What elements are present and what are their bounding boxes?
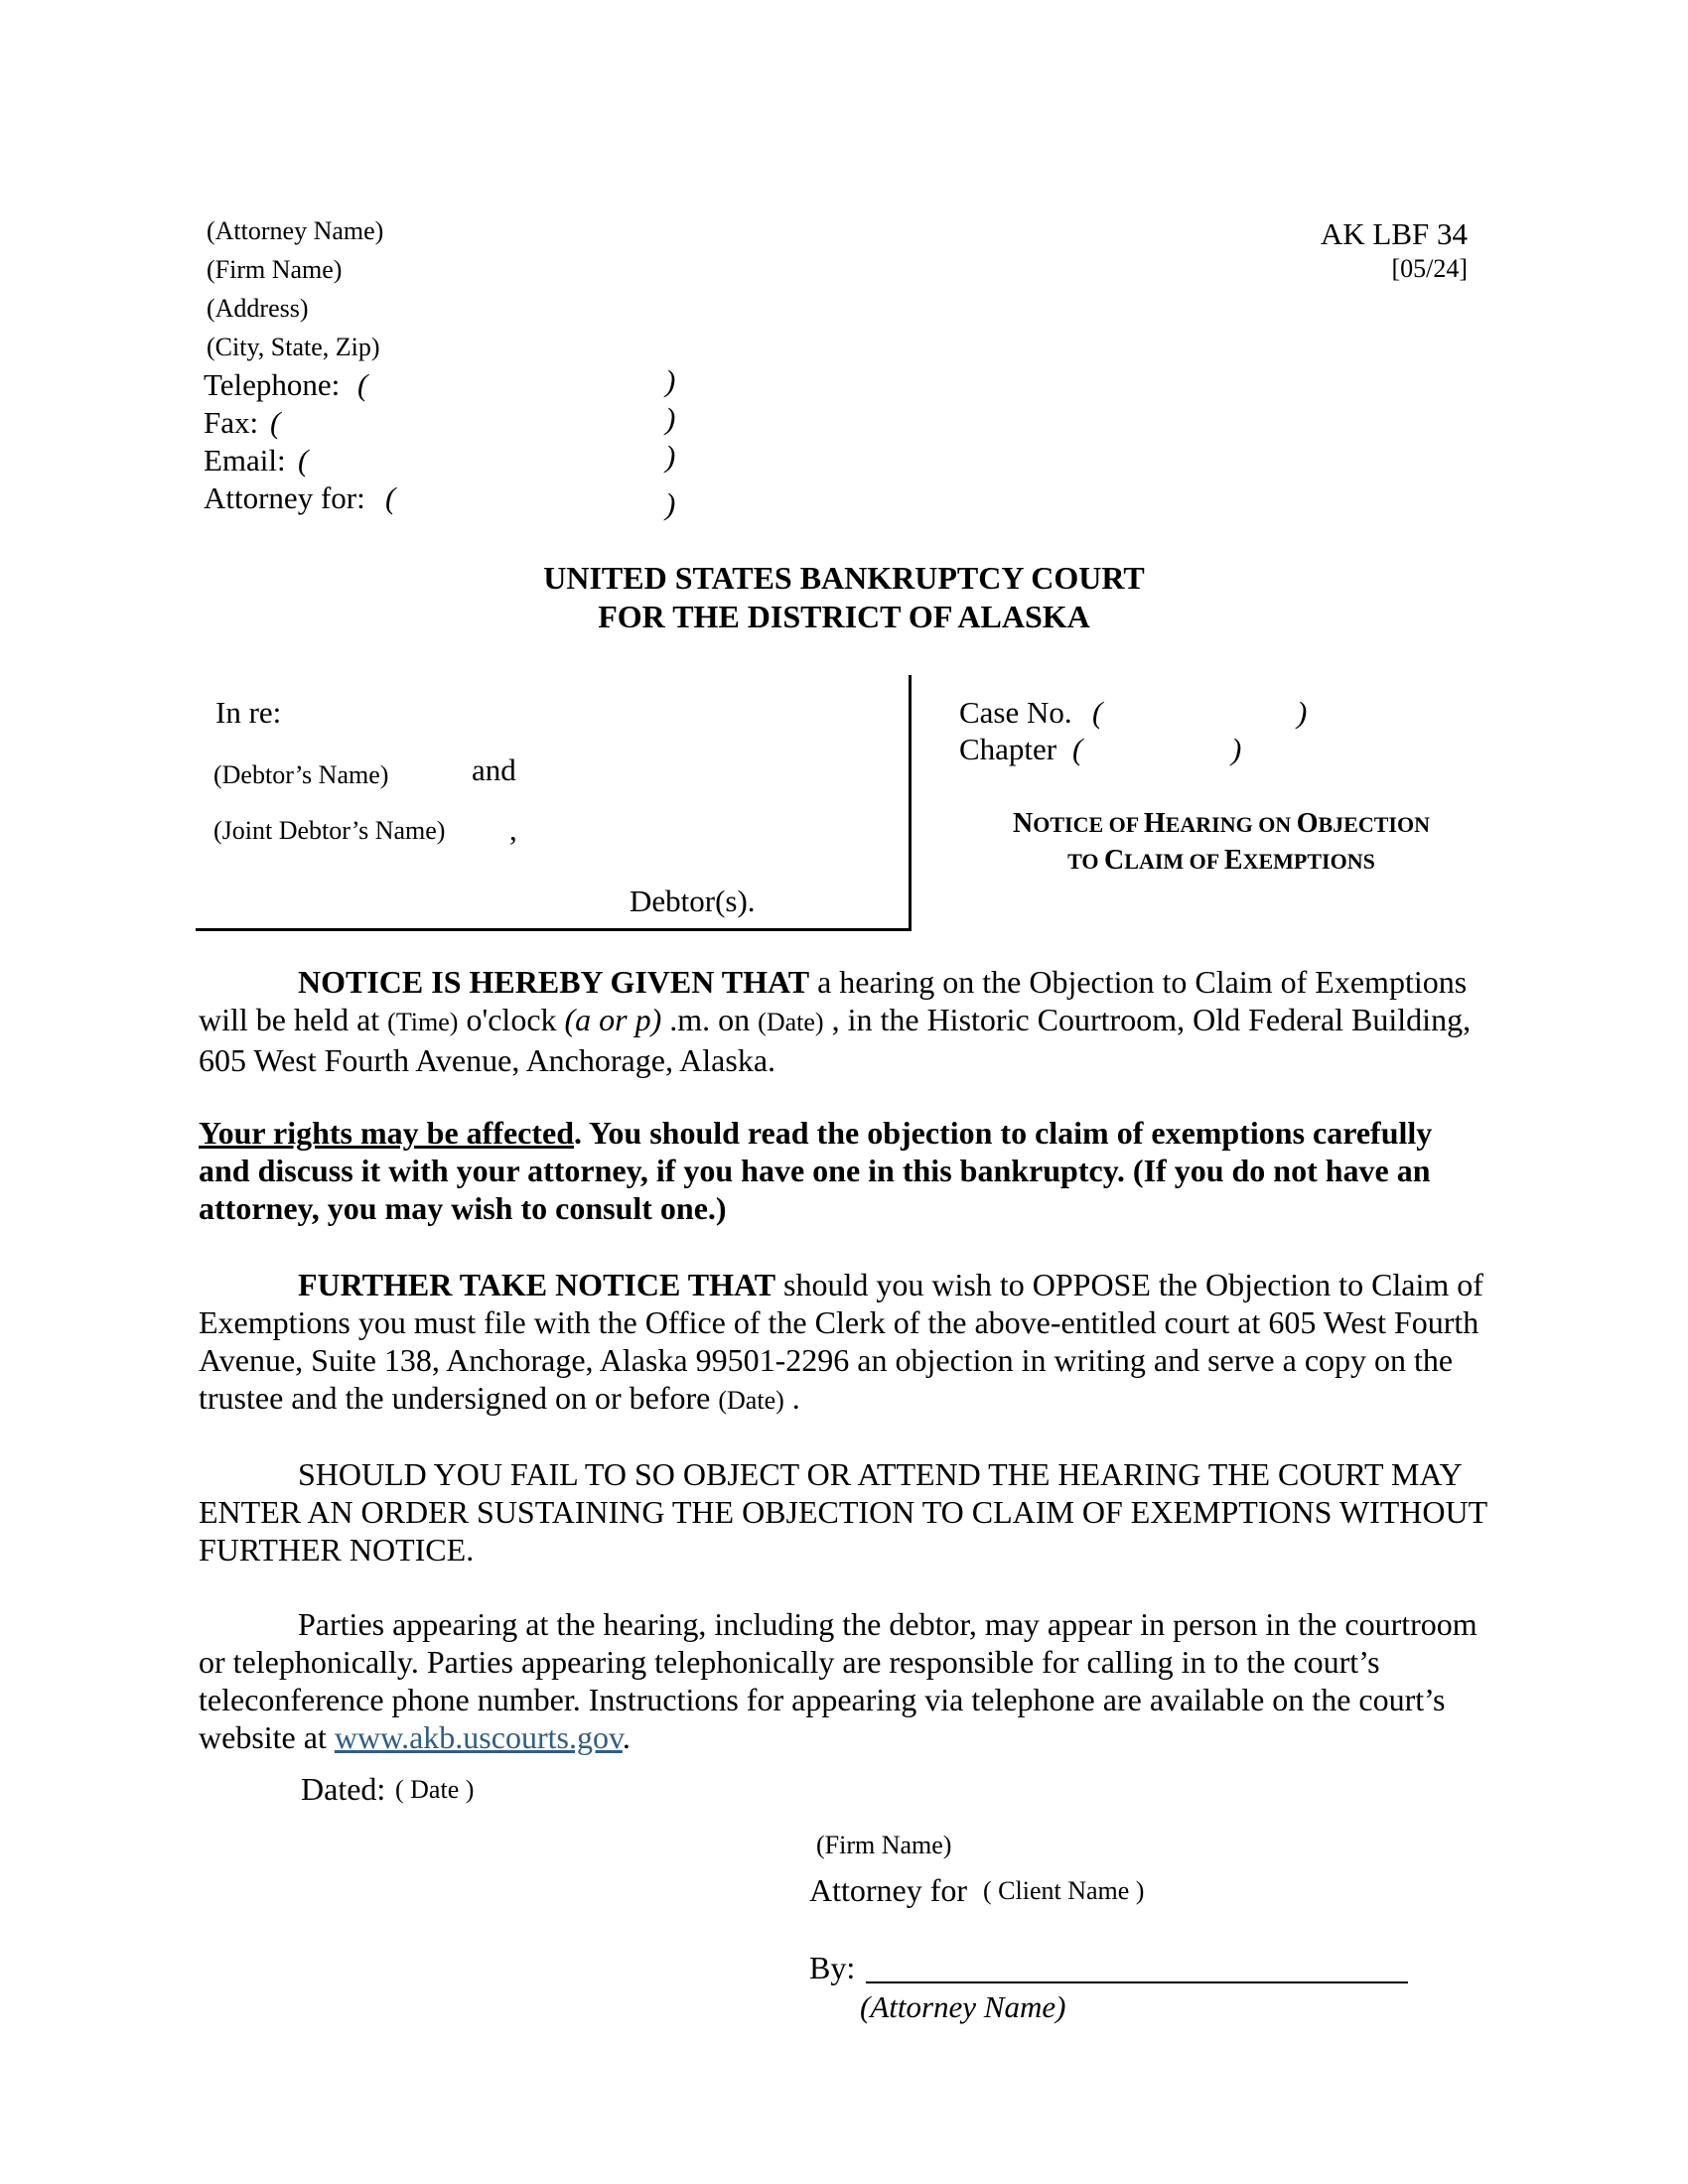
dated-date-field: ( Date ) bbox=[395, 1775, 475, 1804]
opposition-paragraph: FURTHER TAKE NOTICE THAT should you wish to OPPOSE the Objection to Claim of Exemptions you must file with the Office of the Clerk of the above-entitled court at 605 West Fourth Avenue, Suite 138, Anchorage, Alaska 99501-2296 an objection in writing and serve a copy on the trustee and the undersigned on or before (Date) . bbox=[199, 1267, 1483, 1416]
court-name-line1: UNITED STATES BANKRUPTCY COURT bbox=[543, 560, 1145, 596]
caption-vertical-rule bbox=[909, 675, 912, 931]
city-state-zip-placeholder: (City, State, Zip) bbox=[207, 333, 380, 361]
court-website-link[interactable]: www.akb.uscourts.gov bbox=[334, 1719, 623, 1755]
hearing-date-field: (Date) bbox=[758, 1008, 824, 1036]
email-open-paren: ( bbox=[298, 443, 309, 478]
form-code: AK LBF 34 bbox=[1320, 216, 1468, 251]
ampm-field: (a or p) bbox=[564, 1002, 662, 1037]
telephone-close-paren: ) bbox=[665, 363, 676, 398]
failure-to-object-paragraph: SHOULD YOU FAIL TO SO OBJECT OR ATTEND THE HEARING THE COURT MAY ENTER AN ORDER SUSTAINING THE OBJECTION TO CLAIM OF EXEMPTIONS WITHOUT FURTHER NOTICE. bbox=[199, 1456, 1487, 1568]
signature-line[interactable] bbox=[866, 1981, 1408, 1983]
notice-title-line1: NOTICE OF HEARING ON OBJECTION bbox=[1013, 808, 1430, 839]
attorney-name-placeholder: (Attorney Name) bbox=[207, 216, 384, 245]
email-close-paren: ) bbox=[665, 439, 676, 474]
and-label: and bbox=[472, 752, 516, 787]
chapter-close-paren: ) bbox=[1231, 732, 1242, 766]
telephonic-appearance-paragraph: Parties appearing at the hearing, including the debtor, may appear in person in the courtroom or telephonically. Parties appearing telephonically are responsible for calling in to the court’s teleconference phone number. Instructions for appearing via telephone are available on the court’s website at www.akb.uscourts.gov. bbox=[199, 1606, 1477, 1755]
telephone-open-paren: ( bbox=[357, 367, 368, 402]
joint-debtor-name-placeholder: (Joint Debtor’s Name) bbox=[213, 816, 446, 845]
chapter-label: Chapter bbox=[959, 732, 1057, 766]
by-label: By: bbox=[809, 1950, 856, 1985]
time-field: (Time) bbox=[387, 1008, 459, 1036]
joint-debtor-comma: , bbox=[509, 812, 517, 847]
court-name-line2: FOR THE DISTRICT OF ALASKA bbox=[598, 599, 1090, 634]
email-label: Email: bbox=[204, 443, 286, 478]
fax-close-paren: ) bbox=[665, 401, 676, 436]
attorney-for-open-paren: ( bbox=[385, 480, 396, 515]
case-no-open-paren: ( bbox=[1092, 695, 1103, 730]
case-no-close-paren: ) bbox=[1297, 695, 1308, 730]
caption-bottom-rule bbox=[196, 928, 912, 931]
address-placeholder: (Address) bbox=[207, 294, 309, 323]
debtors-label: Debtor(s). bbox=[630, 884, 756, 918]
signature-attorney-for-label: Attorney for bbox=[809, 1872, 968, 1908]
opposition-date-field: (Date) bbox=[718, 1386, 784, 1415]
attorney-for-label: Attorney for: bbox=[204, 480, 365, 515]
telephone-label: Telephone: bbox=[204, 367, 341, 402]
fax-label: Fax: bbox=[204, 405, 259, 440]
hearing-notice-paragraph: NOTICE IS HEREBY GIVEN THAT a hearing on the Objection to Claim of Exemptions will be held at (Time) o'clock (a or p) .m. on (Date) , in the Historic Courtroom, Old Federal Building, 605 West Fourth Avenue, Anchorage, Alaska. bbox=[199, 964, 1472, 1078]
chapter-open-paren: ( bbox=[1072, 732, 1083, 766]
fax-open-paren: ( bbox=[270, 405, 281, 440]
debtor-name-placeholder: (Debtor’s Name) bbox=[213, 760, 389, 789]
client-name-field: ( Client Name ) bbox=[983, 1876, 1145, 1905]
form-revision: [05/24] bbox=[1391, 254, 1468, 283]
firm-name-placeholder: (Firm Name) bbox=[207, 255, 343, 284]
notice-title-line2: TO CLAIM OF EXEMPTIONS bbox=[1067, 845, 1375, 876]
in-re-label: In re: bbox=[215, 695, 282, 730]
signature-firm-name: (Firm Name) bbox=[816, 1831, 952, 1859]
rights-affected-paragraph: Your rights may be affected. You should read the objection to claim of exemptions carefully and discuss it with your attorney, if you have one in this bankruptcy. (If you do not have an attorney, you may wish to consult one.) bbox=[199, 1115, 1433, 1226]
case-no-label: Case No. bbox=[959, 695, 1072, 730]
signature-attorney-name: (Attorney Name) bbox=[860, 1989, 1066, 2024]
attorney-for-close-paren: ) bbox=[665, 486, 676, 521]
dated-label: Dated: bbox=[301, 1771, 386, 1807]
